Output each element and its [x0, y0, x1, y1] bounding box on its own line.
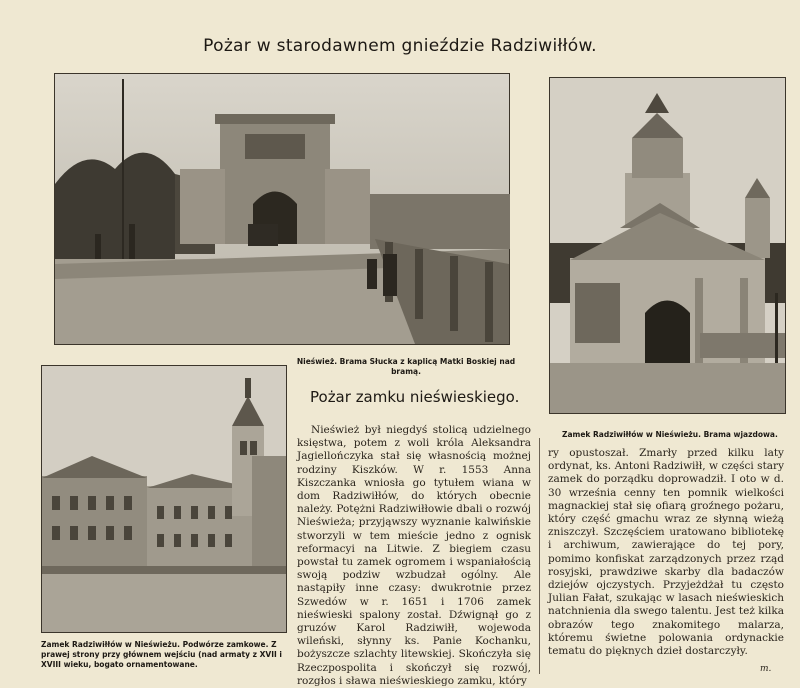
column-divider	[539, 438, 540, 674]
page-title: Pożar w starodawnem gnieździe Radziwiłłów.	[203, 36, 597, 56]
article-column-1-text: Nieśwież był niegdyś stolicą udzielnego księstwa, potem z woli króla Aleksandra Jagiellończyka stał się własnością możnej rodziny Kiszków. W r. 1553 Anna Kiszczanka wniosła go tytułem wiana w dom Radziwiłłów, do których obecnie należy. Potężni Radziwiłłowie dbali o rozwój Nieświeża; przyjąwszy wyznanie kalwińskie stworzyli w tem mieście jedno z ognisk reformacyi na Litwie. Z biegiem czasu powstał tu zamek ogromem i wspaniałością swoją podziw wzbudzał ogólny. Ale nastąpiły inne czasy: dwukrotnie przez Szwedów w r. 1651 i 1706 zamek nieświeski spalony został. Dźwignął go z gruzów Karol Radziwiłł, wojewoda wileński, słynny ks. Panie Kochanku, bożyszcze szlachty litewskiej. Skończyła się Rzeczpospolita i skończył się rozwój, rozgłos i sława nieświeskiego zamku, który	[297, 424, 531, 687]
courtyard-photo-image	[42, 366, 286, 632]
photo-slucka-gate	[54, 73, 510, 345]
photo-castle-courtyard	[41, 365, 287, 633]
caption-castle-courtyard: Zamek Radziwiłłów w Nieświeżu. Podwórze zamkowe. Z prawej strony przy głównem wejściu (nad armaty z XVII i XVIII wieku, bogato ornamentowane.	[41, 640, 282, 669]
article-column-1	[297, 424, 531, 687]
castle-gate-photo-image	[550, 78, 785, 413]
article-column-2-text: ry opustoszał. Zmarły przed kilku laty ordynat, ks. Antoni Radziwiłł, w części stary zamek do porządku doprowadził. I oto w d. 30 września cenny ten pomnik wielkości magnackiej stał się ofiarą groźnego pożaru, który część gmachu wraz ze słynną wieżą zniszczył. Szczęściem uratowano bibliotekę i archiwum, zawierające do tej pory, pomimo konfiskat zarządzonych przez rząd rosyjski, prawdziwe skarby dla badaczów dziejów ojczystych. Przyjeżdżał tu często Julian Fałat, szukając w lasach nieświeskich natchnienia dla swego talentu. Jest też kilka obrazów tego znakomitego malarza, któremu świetne polowania ordynackie tematu do pięknych dzieł dostarczyły.	[548, 447, 784, 658]
caption-castle-gate: Zamek Radziwiłłów w Nieświeżu. Brama wjazdowa.	[562, 430, 778, 439]
article-column-2	[548, 447, 784, 662]
photo-castle-gate	[549, 77, 786, 414]
article-title: Pożar zamku nieświeskiego.	[310, 388, 520, 406]
gate-photo-image	[55, 74, 509, 344]
caption-slucka-gate: Nieśwież. Brama Słucka z kaplicą Matki Boskiej nad bramą.	[296, 357, 516, 376]
page-number: m.	[760, 664, 772, 674]
